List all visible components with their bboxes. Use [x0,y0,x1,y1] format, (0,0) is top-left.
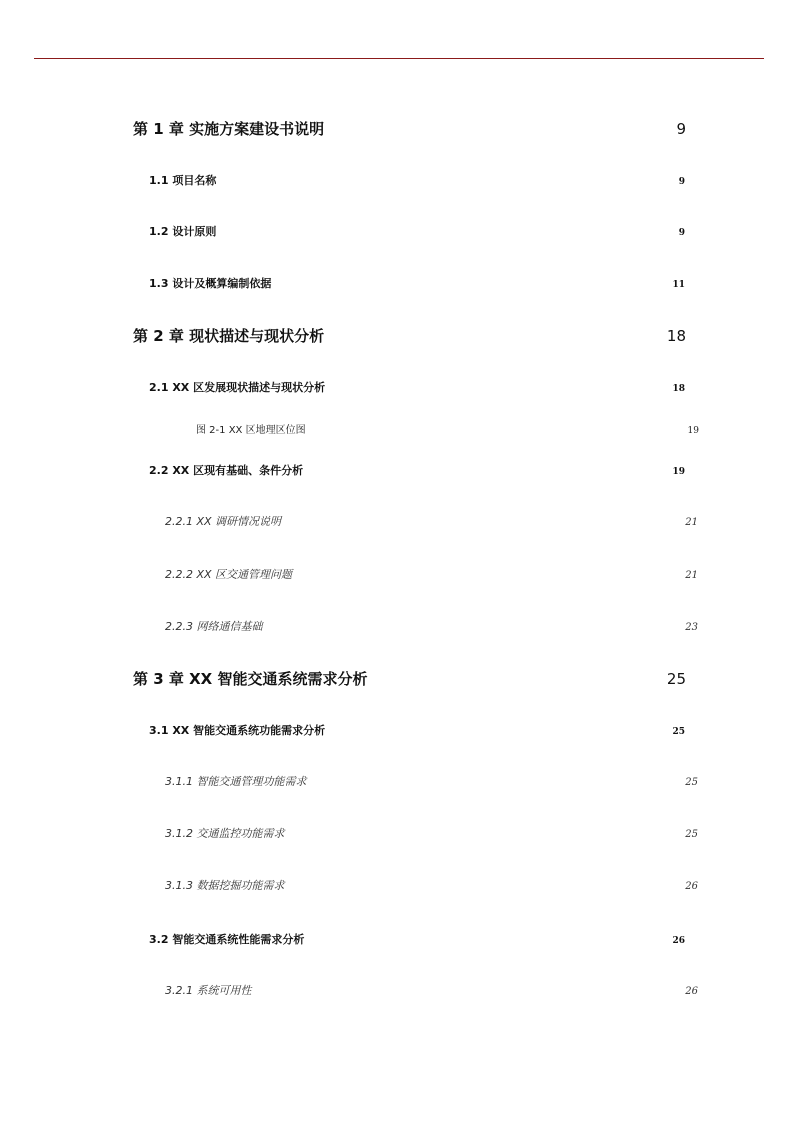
toc-entry-label: 2.1 XX 区发展现状描述与现状分析 [149,381,326,394]
toc-entry-label: 3.2.1 系统可用性 [165,984,252,997]
toc-page-number: 26 [685,986,698,997]
toc-section-1-2[interactable] [149,223,685,238]
toc-entry-label: 第 2 章 现状描述与现状分析 [133,327,325,345]
toc-page-number: 26 [685,881,698,892]
toc-entry-label: 2.2 XX 区现有基础、条件分析 [149,464,304,477]
toc-page-number: 21 [685,517,698,528]
toc-page-number: 9 [678,228,685,238]
toc-page-number: 26 [672,936,685,946]
toc-page-number: 25 [685,829,698,840]
toc-page-number: 18 [666,327,686,345]
toc-page-number: 9 [676,120,686,138]
toc-page-number: 21 [685,570,698,581]
toc-section-1-3[interactable] [149,275,685,290]
toc-page-number: 25 [666,670,686,688]
toc-entry-label: 2.2.2 XX 区交通管理问题 [165,568,293,581]
toc-page-number: 23 [685,622,698,633]
toc-entry-label: 第 3 章 XX 智能交通系统需求分析 [133,670,368,688]
toc-page-number: 25 [672,727,685,737]
toc-section-3-1[interactable] [149,722,685,737]
toc-subsection-3-1-1[interactable] [165,773,698,788]
toc-entry-label: 1.3 设计及概算编制依据 [149,277,272,290]
toc-chapter-1[interactable] [133,118,686,138]
toc-chapter-3[interactable] [133,668,686,688]
toc-entry-label: 3.1.2 交通监控功能需求 [165,827,285,840]
toc-section-2-2[interactable] [149,462,685,477]
toc-entry-label: 第 1 章 实施方案建设书说明 [133,120,325,138]
toc-entry-label: 3.1 XX 智能交通系统功能需求分析 [149,724,326,737]
toc-subsection-2-2-2[interactable] [165,566,698,581]
toc-subsection-3-1-2[interactable] [165,825,698,840]
toc-entry-label: 2.2.3 网络通信基础 [165,620,263,633]
toc-page-number: 25 [685,777,698,788]
toc-entry-label: 2.2.1 XX 调研情况说明 [165,515,282,528]
toc-subsection-3-1-3[interactable] [165,877,698,892]
toc-entry-label: 图 2-1 XX 区地理区位图 [196,425,306,436]
header-rule [34,58,764,59]
toc-section-1-1[interactable] [149,172,685,187]
toc-subsection-3-2-1[interactable] [165,982,698,997]
toc-entry-label: 3.1.3 数据挖掘功能需求 [165,879,285,892]
toc-page-number: 19 [687,426,699,436]
toc-section-2-1[interactable] [149,379,685,394]
toc-section-3-2[interactable] [149,931,685,946]
toc-page-number: 9 [678,177,685,187]
toc-subsection-2-2-1[interactable] [165,513,698,528]
toc-page-number: 19 [672,467,685,477]
toc-entry-label: 1.2 设计原则 [149,225,217,238]
toc-page-number: 11 [672,280,685,290]
toc-entry-label: 3.1.1 智能交通管理功能需求 [165,775,307,788]
toc-figure-2-1[interactable] [196,421,699,435]
toc-entry-label: 3.2 智能交通系统性能需求分析 [149,933,305,946]
toc-page-number: 18 [672,384,685,394]
toc-subsection-2-2-3[interactable] [165,618,698,633]
toc-entry-label: 1.1 项目名称 [149,174,217,187]
toc-chapter-2[interactable] [133,325,686,345]
